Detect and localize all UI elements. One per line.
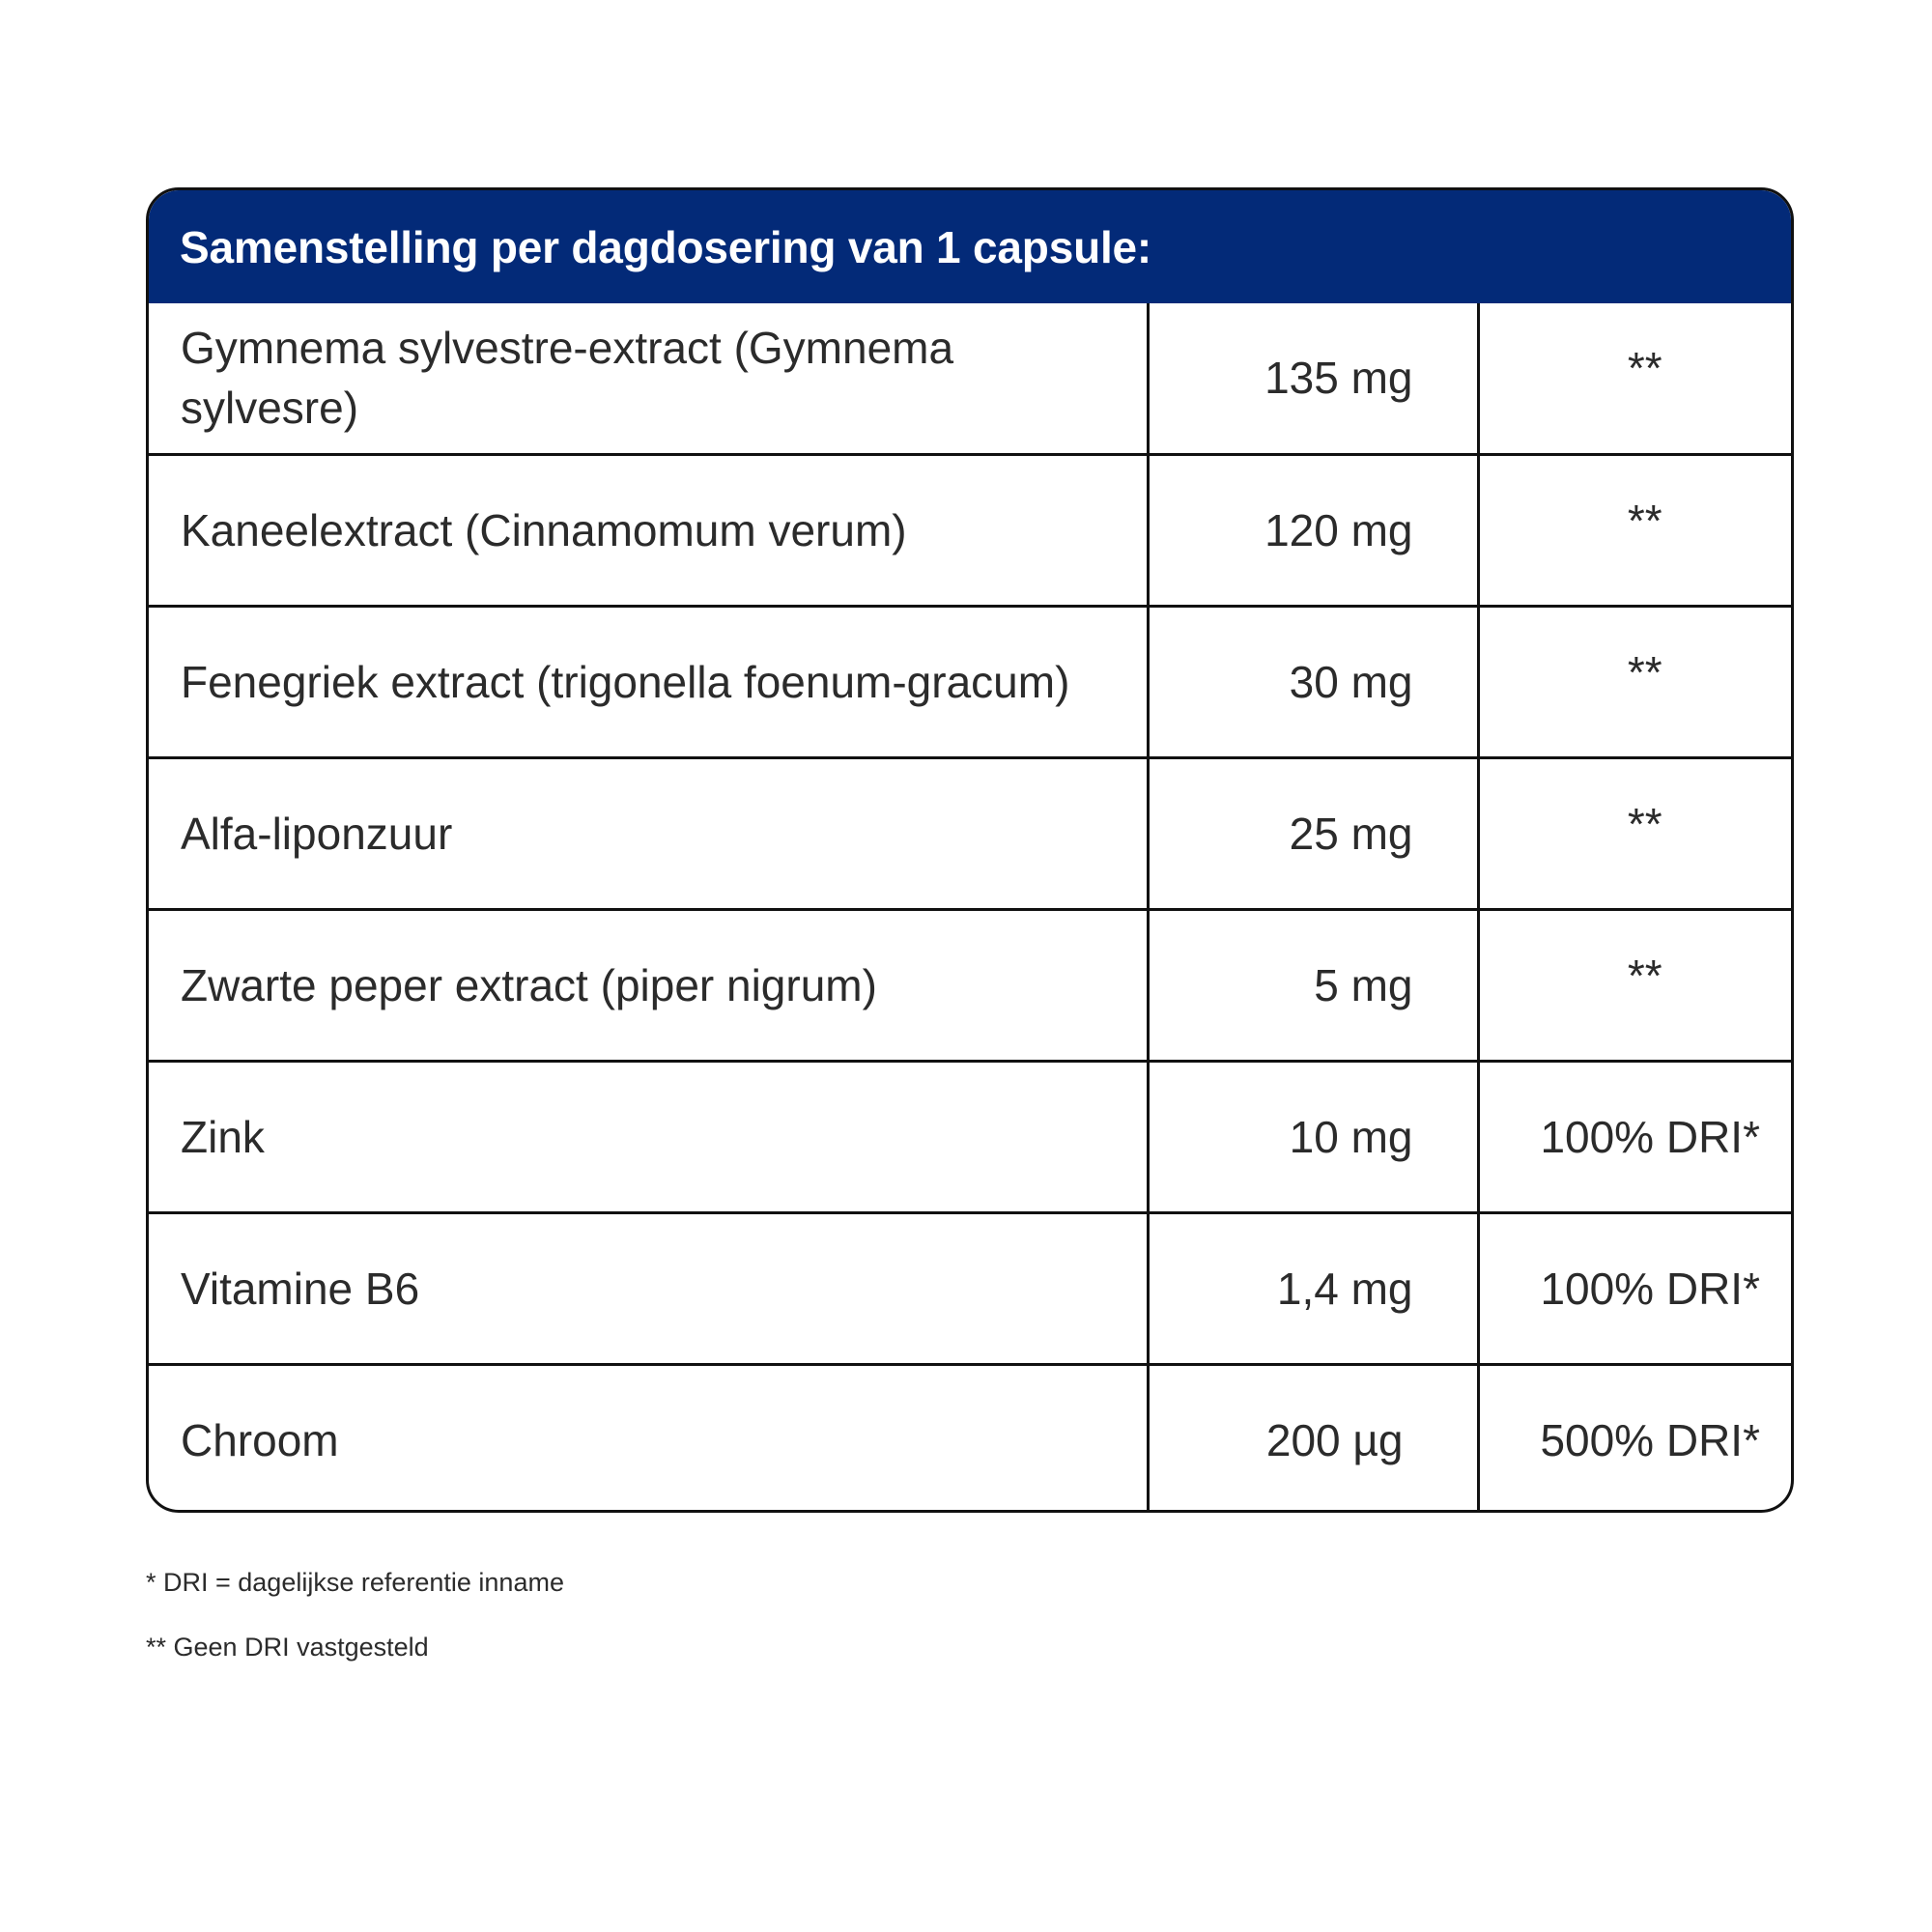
dri-value: ** bbox=[1627, 798, 1662, 849]
table-row bbox=[149, 454, 1791, 606]
ingredient-amount: 135 mg bbox=[1148, 303, 1478, 454]
dri-value: ** bbox=[1627, 646, 1662, 697]
ingredient-dri bbox=[1478, 757, 1791, 909]
ingredient-amount: 1,4 mg bbox=[1148, 1212, 1478, 1364]
table-row bbox=[149, 606, 1791, 757]
ingredient-dri: 100% DRI* bbox=[1478, 1061, 1791, 1212]
table-row bbox=[149, 303, 1791, 454]
ingredient-name: Zwarte peper extract (piper nigrum) bbox=[149, 909, 1148, 1061]
table-row bbox=[149, 909, 1791, 1061]
ingredient-amount: 200 µg bbox=[1148, 1364, 1478, 1513]
table-row bbox=[149, 1212, 1791, 1364]
footnote-no-dri: ** Geen DRI vastgesteld bbox=[146, 1633, 429, 1662]
ingredient-dri: 500% DRI* bbox=[1478, 1364, 1791, 1513]
table-row bbox=[149, 1364, 1791, 1513]
ingredient-dri bbox=[1478, 909, 1791, 1061]
ingredient-name: Vitamine B6 bbox=[149, 1212, 1148, 1364]
ingredient-dri: 100% DRI* bbox=[1478, 1212, 1791, 1364]
table-row bbox=[149, 757, 1791, 909]
footnote-dri-definition: * DRI = dagelijkse referentie inname bbox=[146, 1568, 564, 1597]
table-title: Samenstelling per dagdosering van 1 capsule: bbox=[180, 221, 1152, 272]
dri-value: ** bbox=[1627, 950, 1662, 1001]
ingredient-amount: 120 mg bbox=[1148, 454, 1478, 606]
ingredient-name: Fenegriek extract (trigonella foenum-gracum) bbox=[149, 606, 1148, 757]
ingredient-name: Alfa-liponzuur bbox=[149, 757, 1148, 909]
ingredient-dri bbox=[1478, 454, 1791, 606]
composition-table-panel bbox=[146, 187, 1794, 1513]
dri-value: ** bbox=[1627, 343, 1662, 394]
ingredient-dri bbox=[1478, 606, 1791, 757]
ingredient-name: Chroom bbox=[149, 1364, 1148, 1513]
ingredient-amount: 25 mg bbox=[1148, 757, 1478, 909]
ingredient-amount: 5 mg bbox=[1148, 909, 1478, 1061]
ingredient-name: Gymnema sylvestre-extract (Gymnema sylvesre) bbox=[181, 323, 954, 434]
composition-table bbox=[149, 303, 1791, 1513]
ingredient-name: Zink bbox=[149, 1061, 1148, 1212]
table-row bbox=[149, 1061, 1791, 1212]
table-header bbox=[149, 190, 1791, 303]
ingredient-amount: 30 mg bbox=[1148, 606, 1478, 757]
ingredient-name: Kaneelextract (Cinnamomum verum) bbox=[149, 454, 1148, 606]
ingredient-dri bbox=[1478, 303, 1791, 454]
ingredient-amount: 10 mg bbox=[1148, 1061, 1478, 1212]
dri-value: ** bbox=[1627, 495, 1662, 546]
